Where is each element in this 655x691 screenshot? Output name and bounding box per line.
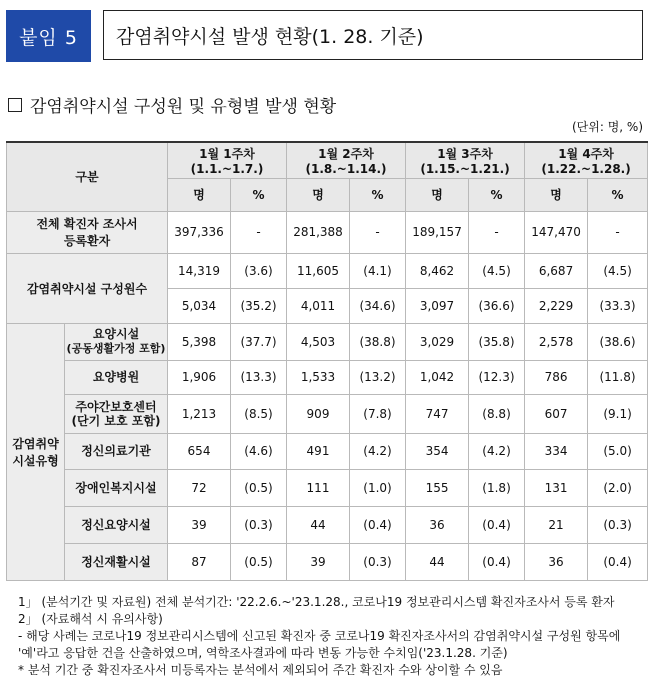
- section-heading: [8, 92, 336, 117]
- cell: 607: [525, 394, 588, 433]
- footnote: 1」 (분석기간 및 자료원) 전체 분석기간: '22.2.6.~'23.1.28., 코로나19 정보관리시스템 확진자조사서 등록 환자: [18, 595, 615, 609]
- cell: 3,029: [406, 323, 469, 360]
- cell: (0.3): [588, 506, 648, 543]
- type-label: 주야간보호센터 (단기 보호 포함): [65, 394, 168, 433]
- footnote: '예'라고 응답한 건을 산출하였으며, 역학조사결과에 따라 변동 가능한 수치임('23.1.28. 기준): [18, 646, 508, 660]
- cell: (36.6): [469, 288, 525, 323]
- table-row: [7, 394, 648, 433]
- cell: 72: [168, 469, 231, 506]
- cell: 44: [287, 506, 350, 543]
- cell: (0.3): [350, 543, 406, 580]
- cell: (1.8): [469, 469, 525, 506]
- cell: (5.0): [588, 433, 648, 469]
- table-row: [7, 211, 648, 253]
- type-label: 정신의료기관: [65, 433, 168, 469]
- cell: (0.3): [231, 506, 287, 543]
- row-label-types: 감염취약 시설유형: [7, 323, 65, 580]
- cell: (0.4): [469, 506, 525, 543]
- week-header: 1월 3주차 (1.15.~1.21.): [406, 142, 525, 178]
- cell: 3,097: [406, 288, 469, 323]
- cell: (0.4): [469, 543, 525, 580]
- cell: 1,533: [287, 360, 350, 394]
- cell: (34.6): [350, 288, 406, 323]
- cell: 11,605: [287, 253, 350, 288]
- table-row: [7, 543, 648, 580]
- cell: -: [350, 211, 406, 253]
- type-label: 정신재활시설: [65, 543, 168, 580]
- cell: (38.8): [350, 323, 406, 360]
- cell: (3.6): [231, 253, 287, 288]
- col-pct: %: [588, 178, 648, 211]
- week-header: 1월 4주차 (1.22.~1.28.): [525, 142, 648, 178]
- table-row: [7, 360, 648, 394]
- cell: 21: [525, 506, 588, 543]
- footnote: 2」 (자료해석 시 유의사항): [18, 612, 163, 626]
- cell: 1,042: [406, 360, 469, 394]
- cell: (4.1): [350, 253, 406, 288]
- cell: (33.3): [588, 288, 648, 323]
- cell: 39: [168, 506, 231, 543]
- header-category: 구분: [7, 142, 168, 211]
- cell: 786: [525, 360, 588, 394]
- infection-table: [6, 141, 648, 581]
- cell: 147,470: [525, 211, 588, 253]
- section-title: 감염취약시설 구성원 및 유형별 발생 현황: [30, 97, 337, 117]
- cell: 909: [287, 394, 350, 433]
- row-label-members: 감염취약시설 구성원수: [7, 253, 168, 323]
- cell: (4.2): [350, 433, 406, 469]
- cell: 111: [287, 469, 350, 506]
- cell: 747: [406, 394, 469, 433]
- cell: 281,388: [287, 211, 350, 253]
- cell: (0.5): [231, 469, 287, 506]
- cell: (1.0): [350, 469, 406, 506]
- cell: 189,157: [406, 211, 469, 253]
- document-title: 감염취약시설 발생 현황(1. 28. 기준): [103, 10, 643, 60]
- col-pct: %: [350, 178, 406, 211]
- cell: (8.5): [231, 394, 287, 433]
- type-label: 요양시설 (공동생활가정 포함): [65, 323, 168, 360]
- row-label-total: 전체 확진자 조사서 등록환자: [7, 211, 168, 253]
- cell: (4.5): [469, 253, 525, 288]
- cell: 36: [406, 506, 469, 543]
- cell: 5,034: [168, 288, 231, 323]
- cell: (13.3): [231, 360, 287, 394]
- cell: (11.8): [588, 360, 648, 394]
- cell: 155: [406, 469, 469, 506]
- cell: 334: [525, 433, 588, 469]
- col-pct: %: [469, 178, 525, 211]
- cell: 2,229: [525, 288, 588, 323]
- cell: 4,011: [287, 288, 350, 323]
- cell: 131: [525, 469, 588, 506]
- table-row: [7, 253, 648, 288]
- cell: 2,578: [525, 323, 588, 360]
- table-row: [7, 506, 648, 543]
- cell: 654: [168, 433, 231, 469]
- cell: 87: [168, 543, 231, 580]
- col-count: 명: [168, 178, 231, 211]
- col-count: 명: [287, 178, 350, 211]
- cell: 4,503: [287, 323, 350, 360]
- cell: (9.1): [588, 394, 648, 433]
- cell: 8,462: [406, 253, 469, 288]
- col-count: 명: [525, 178, 588, 211]
- cell: 491: [287, 433, 350, 469]
- cell: -: [231, 211, 287, 253]
- cell: (35.8): [469, 323, 525, 360]
- cell: (4.6): [231, 433, 287, 469]
- cell: (2.0): [588, 469, 648, 506]
- footnotes: [18, 594, 648, 679]
- cell: -: [469, 211, 525, 253]
- cell: (37.7): [231, 323, 287, 360]
- cell: (35.2): [231, 288, 287, 323]
- cell: (4.5): [588, 253, 648, 288]
- cell: 1,906: [168, 360, 231, 394]
- col-count: 명: [406, 178, 469, 211]
- cell: 6,687: [525, 253, 588, 288]
- type-label: 요양병원: [65, 360, 168, 394]
- week-header: 1월 1주차 (1.1.~1.7.): [168, 142, 287, 178]
- table-row: [7, 433, 648, 469]
- footnote: * 분석 기간 중 확진자조사서 미등록자는 분석에서 제외되어 주간 확진자 수와 상이할 수 있음: [18, 663, 503, 677]
- cell: (13.2): [350, 360, 406, 394]
- cell: 1,213: [168, 394, 231, 433]
- cell: 5,398: [168, 323, 231, 360]
- cell: 354: [406, 433, 469, 469]
- cell: 397,336: [168, 211, 231, 253]
- square-bullet-icon: [8, 98, 22, 112]
- cell: (4.2): [469, 433, 525, 469]
- week-header: 1월 2주차 (1.8.~1.14.): [287, 142, 406, 178]
- attachment-badge: 붙임 5: [6, 10, 91, 62]
- cell: 14,319: [168, 253, 231, 288]
- cell: 39: [287, 543, 350, 580]
- unit-label: (단위: 명, %): [571, 120, 643, 134]
- cell: (38.6): [588, 323, 648, 360]
- table-row: [7, 323, 648, 360]
- cell: (0.5): [231, 543, 287, 580]
- cell: (12.3): [469, 360, 525, 394]
- table-row: [7, 469, 648, 506]
- cell: 44: [406, 543, 469, 580]
- type-label: 정신요양시설: [65, 506, 168, 543]
- footnote: - 해당 사례는 코로나19 정보관리시스템에 신고된 확진자 중 코로나19 확진자조사서의 감염취약시설 구성원 항목에: [18, 629, 621, 643]
- cell: (8.8): [469, 394, 525, 433]
- cell: (0.4): [588, 543, 648, 580]
- cell: 36: [525, 543, 588, 580]
- type-label: 장애인복지시설: [65, 469, 168, 506]
- cell: (7.8): [350, 394, 406, 433]
- cell: -: [588, 211, 648, 253]
- col-pct: %: [231, 178, 287, 211]
- cell: (0.4): [350, 506, 406, 543]
